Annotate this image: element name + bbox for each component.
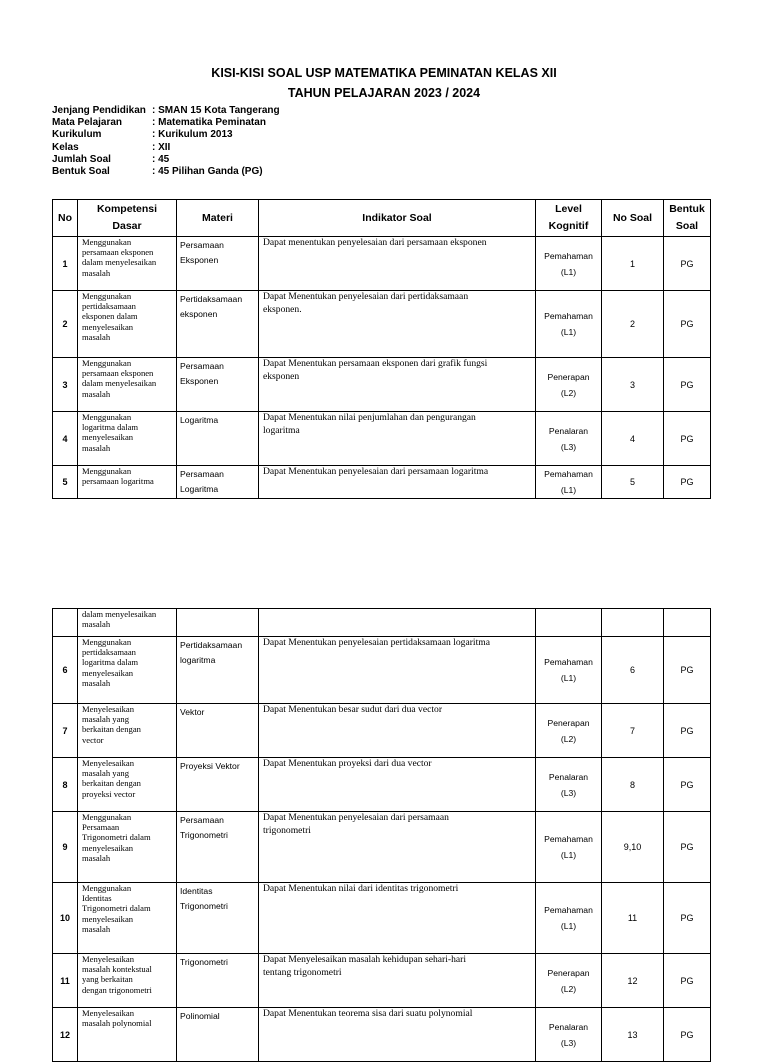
cell-bentuk: PG [664,358,711,412]
cell-line: Trigonometri [180,901,228,911]
cell-line: Pemahaman [544,311,593,321]
cell-line: Vektor [180,707,205,717]
cell-kompetensi [78,609,177,637]
cell-line: Eksponen [180,376,219,386]
cell-line: Dapat Menentukan nilai dari identitas trigonometri [263,883,459,894]
cell-line: (L3) [560,441,577,452]
cell-line: masalah [82,923,111,934]
cell-line: masalah [82,388,111,399]
cell-materi [177,291,259,358]
cell-kompetensi [78,883,177,954]
cell-bentuk [664,609,711,637]
cell-line: logaritma dalam [82,657,139,668]
cell-line: Menyelesaikan [82,1008,135,1018]
cell-bentuk: PG [664,1008,711,1062]
cell-indikator [259,1008,536,1062]
cell-no-soal: 13 [602,1008,664,1062]
meta-value: : 45 Pilihan Ganda (PG) [152,165,263,177]
cell-no-soal: 8 [602,758,664,812]
cell-line: (L1) [560,485,577,495]
cell-line: persamaan eksponen [82,368,154,379]
cell-indikator [259,466,536,499]
cell-indikator [259,812,536,883]
cell-indikator [259,358,536,412]
cell-line: Menggunakan [82,358,132,368]
cell-indikator [259,758,536,812]
cell-line: (L1) [560,921,577,931]
cell-materi [177,237,259,291]
cell-no-soal: 3 [602,358,664,412]
header-line: Kompetensi [96,203,158,215]
cell-no: 10 [53,883,78,954]
cell-line: Penerapan [547,967,590,978]
cell-line: Dapat Menentukan nilai penjumlahan dan pengurangan [263,412,476,423]
cell-line: Pemahaman [544,250,593,261]
cell-line: Identitas [82,893,112,904]
cell-line: masalah polynomial [82,1018,152,1029]
cell-materi [177,609,259,637]
cell-line: menyelesaikan [82,842,134,853]
cell-no-soal [602,609,664,637]
cell-kompetensi [78,1008,177,1062]
cell-line: (L1) [560,850,577,860]
cell-materi [177,466,259,499]
cell-kompetensi [78,758,177,812]
cell-line: persamaan logaritma [82,476,154,487]
cell-materi [177,358,259,412]
cell-line: Pertidaksamaan [180,294,243,304]
identity-block [52,105,280,178]
meta-value: : Kurikulum 2013 [152,129,233,141]
cell-line: Polinomial [180,1011,220,1021]
cell-line: Dapat Menentukan penyelesaian dari persamaan [263,812,449,823]
meta-value: : SMAN 15 Kota Tangerang [152,105,280,116]
cell-line: berkaitan dengan [82,724,141,735]
cell-kompetensi [78,704,177,758]
cell-level [536,812,602,883]
cell-indikator [259,237,536,291]
meta-label: Mata Pelajaran [52,117,123,129]
cell-line: Menggunakan [82,291,132,301]
header-no-soal: No Soal [602,200,664,237]
cell-line: Dapat Menentukan proyeksi dari dua vector [263,758,432,769]
cell-materi [177,704,259,758]
cell-line: Trigonometri dalam [82,832,151,843]
cell-line: masalah [82,677,111,688]
cell-line: Persamaan [82,822,120,833]
cell-bentuk: PG [664,954,711,1008]
cell-materi [177,758,259,812]
cell-line: proyeksi vector [82,788,136,799]
table-row [53,883,711,954]
cell-line: (L2) [560,733,577,744]
cell-line: (L2) [560,387,577,398]
table-row [53,412,711,466]
cell-bentuk: PG [664,637,711,704]
cell-line: masalah [82,267,111,278]
cell-line: (L3) [560,787,577,798]
kisi-kisi-table-continued [52,608,711,1062]
cell-no-soal: 2 [602,291,664,358]
cell-line: Trigonometri dalam [82,903,151,914]
cell-indikator [259,883,536,954]
table-row [53,1008,711,1062]
cell-no: 1 [53,237,78,291]
cell-no: 12 [53,1008,78,1062]
cell-level [536,637,602,704]
table-row [53,358,711,412]
cell-line: Menggunakan [82,812,132,822]
cell-kompetensi [78,358,177,412]
cell-line: Eksponen [180,255,219,265]
cell-line: masalah [82,442,111,453]
cell-line: menyelesaikan [82,321,134,332]
cell-line: masalah yang [82,714,130,725]
cell-bentuk: PG [664,812,711,883]
cell-no: 5 [53,466,78,499]
cell-line: (L2) [560,983,577,994]
meta-value: : XII [152,141,171,153]
cell-indikator [259,704,536,758]
cell-line: logaritma [180,655,216,665]
cell-level [536,704,602,758]
table-row [53,466,711,499]
cell-kompetensi [78,637,177,704]
cell-kompetensi [78,237,177,291]
cell-line: Trigonometri [180,830,228,840]
cell-line: masalah [82,852,111,863]
cell-line: Proyeksi Vektor [180,761,240,771]
cell-bentuk: PG [664,704,711,758]
cell-line: Dapat Menentukan teorema sisa dari suatu polynomial [263,1008,473,1019]
cell-kompetensi [78,412,177,466]
cell-line: Menggunakan [82,466,132,476]
cell-line: Trigonometri [180,957,228,967]
cell-line: Persamaan [180,469,224,479]
cell-line: menyelesaikan [82,432,134,443]
cell-materi [177,637,259,704]
cell-line: Dapat Menentukan penyelesaian pertidaksamaan logaritma [263,637,490,648]
cell-line: Menyelesaikan [82,954,135,964]
cell-no: 3 [53,358,78,412]
cell-kompetensi [78,466,177,499]
cell-line: vector [82,734,104,745]
cell-line: dalam menyelesaikan [82,378,157,389]
table-row [53,954,711,1008]
meta-label: Kurikulum [52,129,102,141]
cell-line: Pemahaman [544,469,593,479]
cell-level [536,954,602,1008]
cell-line: masalah kontekstual [82,964,152,975]
cell-line: pertidaksamaan [82,301,136,312]
cell-indikator [259,637,536,704]
meta-label: Jenjang Pendidikan [52,105,146,116]
cell-kompetensi [78,291,177,358]
cell-bentuk: PG [664,412,711,466]
cell-no-soal: 11 [602,883,664,954]
meta-label: Kelas [52,141,79,153]
table-body-page2 [53,609,711,1062]
cell-line: logaritma dalam [82,422,139,433]
cell-materi [177,412,259,466]
meta-label: Bentuk Soal [52,165,110,177]
cell-line: berkaitan dengan [82,778,141,789]
cell-line: trigonometri [263,824,311,836]
cell-line: (L1) [560,327,577,337]
cell-no: 2 [53,291,78,358]
header-line: Bentuk [669,203,705,215]
document-title: KISI-KISI SOAL USP MATEMATIKA PEMINATAN KELAS XII [211,66,557,80]
cell-line: Pemahaman [544,905,593,915]
table-body-page1 [53,237,711,499]
cell-line: Penalaran [548,771,589,782]
meta-label: Jumlah Soal [52,153,111,165]
meta-row [52,154,280,166]
table-row [53,637,711,704]
cell-no-soal: 7 [602,704,664,758]
cell-level [536,883,602,954]
meta-row [52,117,280,129]
cell-materi [177,883,259,954]
meta-value: : Matematika Peminatan [152,117,266,129]
cell-no: 7 [53,704,78,758]
cell-line: Dapat Menentukan persamaan eksponen dari grafik fungsi [263,358,488,369]
cell-line: Logaritma [180,484,219,494]
cell-level [536,609,602,637]
cell-line: dengan trigonometri [82,984,152,995]
cell-level [536,412,602,466]
cell-materi [177,1008,259,1062]
cell-level [536,466,602,499]
cell-line: Penalaran [548,425,589,436]
header-materi: Materi [177,200,259,237]
cell-line: Pemahaman [544,657,593,667]
header-kompetensi-dasar [78,200,177,237]
table-row [53,291,711,358]
cell-line: Penerapan [547,371,590,382]
meta-row [52,105,280,117]
cell-line: dalam menyelesaikan [82,609,157,619]
header-bentuk [664,200,711,237]
cell-line: Menggunakan [82,883,132,893]
cell-no-soal: 1 [602,237,664,291]
cell-no: 6 [53,637,78,704]
cell-indikator [259,609,536,637]
cell-line: Pemahaman [544,834,593,844]
cell-line: persamaan eksponen [82,247,154,258]
cell-line: Menggunakan [82,412,132,422]
cell-line: (L1) [560,266,577,277]
cell-line: Menggunakan [82,237,132,247]
cell-line: Dapat Menyelesaikan masalah kehidupan sehari-hari [263,954,466,965]
cell-line: Dapat Menentukan besar sudut dari dua vector [263,704,443,715]
cell-materi [177,812,259,883]
cell-line: Penalaran [548,1021,589,1032]
cell-line: Logaritma [180,415,219,425]
kisi-kisi-table [52,199,711,499]
cell-line: eksponen dalam [82,311,138,322]
cell-line: Menyelesaikan [82,758,135,768]
table-row [53,812,711,883]
cell-level [536,1008,602,1062]
cell-bentuk: PG [664,291,711,358]
cell-line: Identitas [180,886,213,896]
cell-line: logaritma [263,424,300,436]
cell-no-soal: 12 [602,954,664,1008]
cell-line: Pertidaksamaan [180,640,243,650]
header-line: Dasar [112,220,142,232]
cell-bentuk: PG [664,758,711,812]
cell-line: Dapat Menentukan penyelesaian dari pertidaksamaan [263,291,469,302]
cell-line: (L3) [560,1037,577,1048]
cell-level [536,291,602,358]
cell-bentuk: PG [664,883,711,954]
cell-line: pertidaksamaan [82,647,136,658]
meta-row [52,166,280,178]
cell-no: 11 [53,954,78,1008]
meta-row [52,129,280,141]
table-row [53,704,711,758]
cell-line: Persamaan [180,240,224,250]
cell-line: eksponen. [263,303,302,315]
cell-bentuk: PG [664,466,711,499]
cell-indikator [259,291,536,358]
cell-bentuk: PG [664,237,711,291]
cell-no: 9 [53,812,78,883]
header-line: Kognitif [548,220,589,232]
cell-materi [177,954,259,1008]
cell-line: tentang trigonometri [263,966,342,978]
cell-line: masalah [82,331,111,342]
cell-no-soal: 9,10 [602,812,664,883]
cell-line: Penerapan [547,717,590,728]
cell-line: Persamaan [180,361,224,371]
cell-line: Menggunakan [82,637,132,647]
cell-line: (L1) [560,673,577,683]
cell-level [536,237,602,291]
cell-line: dalam menyelesaikan [82,257,157,268]
cell-no: 4 [53,412,78,466]
document-subtitle: TAHUN PELAJARAN 2023 / 2024 [287,86,481,100]
header-no: No [53,200,78,237]
table-row [53,237,711,291]
cell-indikator [259,412,536,466]
cell-line: Persamaan [180,815,224,825]
cell-indikator [259,954,536,1008]
meta-row [52,142,280,154]
cell-line: Dapat Menentukan penyelesaian dari persamaan logaritma [263,466,489,477]
header-indikator: Indikator Soal [259,200,536,237]
continuation-row [53,609,711,637]
cell-no: 8 [53,758,78,812]
header-line: Level [555,203,582,215]
cell-line: Dapat menentukan penyelesaian dari persamaan eksponen [263,237,487,248]
cell-line: menyelesaikan [82,913,134,924]
table-row [53,758,711,812]
cell-line: Menyelesaikan [82,704,135,714]
cell-line: eksponen [263,370,300,382]
meta-value: : 45 [152,153,170,165]
cell-no-soal: 6 [602,637,664,704]
cell-line: yang berkaitan [82,974,133,985]
cell-kompetensi [78,954,177,1008]
cell-line: masalah yang [82,768,130,779]
cell-no [53,609,78,637]
cell-level [536,358,602,412]
header-level [536,200,602,237]
cell-line: menyelesaikan [82,667,134,678]
cell-line: eksponen [180,309,218,319]
cell-line: masalah [82,619,111,630]
cell-no-soal: 5 [602,466,664,499]
cell-level [536,758,602,812]
cell-kompetensi [78,812,177,883]
header-line: Soal [675,220,699,232]
table-header-row [53,200,711,237]
cell-no-soal: 4 [602,412,664,466]
